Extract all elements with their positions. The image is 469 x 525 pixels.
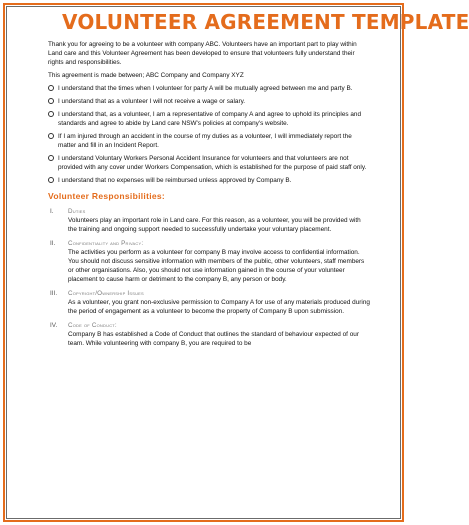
agreement-bullet [48,132,370,150]
agreement-bullet [48,97,370,106]
section-body: Volunteers play an important role in Land care. For this reason, as a volunteer, you will be provided with the training and ongoing support needed to successfully undertake your voluntary placement. [68,217,361,233]
bullet-circle-icon [48,85,54,91]
bullet-circle-icon [48,133,54,139]
section-title: Code of Conduct: [68,322,117,329]
agreement-bullet [48,154,370,172]
section-numeral: IV. [50,322,58,329]
section-body: Company B has established a Code of Conduct that outlines the standard of behaviour expected of our team. While volunteering with company B, you are required to be [68,331,359,347]
parties-statement: This agreement is made between; ABC Company and Company XYZ [48,72,244,79]
responsibility-section-duties [48,207,370,234]
responsibility-section-confidentiality [48,239,370,284]
bullet-circle-icon [48,111,54,117]
bullet-circle-icon [48,177,54,183]
bullet-text: If I am injured through an accident in the course of my duties as a volunteer, I will immediately report the matter and fill in an Incident Report. [58,133,352,149]
section-numeral: II. [50,240,56,247]
agreement-bullet-list [48,84,370,185]
section-numeral: III. [50,290,58,297]
section-title: Copyright/Ownership Issues [68,290,144,297]
intro-paragraph: Thank you for agreeing to be a volunteer with company ABC. Volunteers have an important part to play within Land care and this Volunteer Agreement has been developed to ensure that volunteers fully understand their rights and responsibilities. [48,41,357,66]
section-body: The activities you perform as a volunteer for company B may involve access to confidential information. You should not discuss sensitive information with members of the public, other volunteers, staff members or other organisations. Also, you should not use information gained in the course of your volunteer placement to cause harm or detriment to the company B, any person or body. [68,249,365,283]
bullet-circle-icon [48,98,54,104]
section-body: As a volunteer, you grant non-exclusive permission to Company A for use of any materials produced during the period of engagement as a volunteer to become the property of Company B upon submission. [68,299,370,315]
agreement-bullet [48,84,370,93]
section-numeral: I. [50,208,54,215]
responsibility-section-code-of-conduct [48,321,370,348]
bullet-text: I understand that as a volunteer I will not receive a wage or salary. [58,98,246,105]
bullet-circle-icon [48,155,54,161]
bullet-text: I understand that, as a volunteer, I am a representative of company A and agree to uphold its principles and standards and agree to abide by Land care NSW's policies at company's website. [58,111,362,127]
section-title: Confidentiality and Privacy: [68,240,144,247]
agreement-bullet [48,176,370,185]
bullet-text: I understand that no expenses will be reimbursed unless approved by Company B. [58,177,292,184]
document-content [48,10,469,353]
responsibilities-list [48,207,370,348]
responsibilities-heading: Volunteer Responsibilities: [48,191,166,201]
document-title: VOLUNTEER AGREEMENT TEMPLATE [62,10,469,34]
bullet-text: I understand Voluntary Workers Personal Accident Insurance for volunteers and that volunteers are not provided with any cover under Workers Compensation, which is established for the purpose of paid staff only. [58,155,367,171]
section-title: Duties [68,208,86,215]
agreement-bullet [48,110,370,128]
bullet-text: I understand that the times when I volunteer for party A will be mutually agreed between me and party B. [58,85,353,92]
responsibility-section-copyright [48,289,370,316]
